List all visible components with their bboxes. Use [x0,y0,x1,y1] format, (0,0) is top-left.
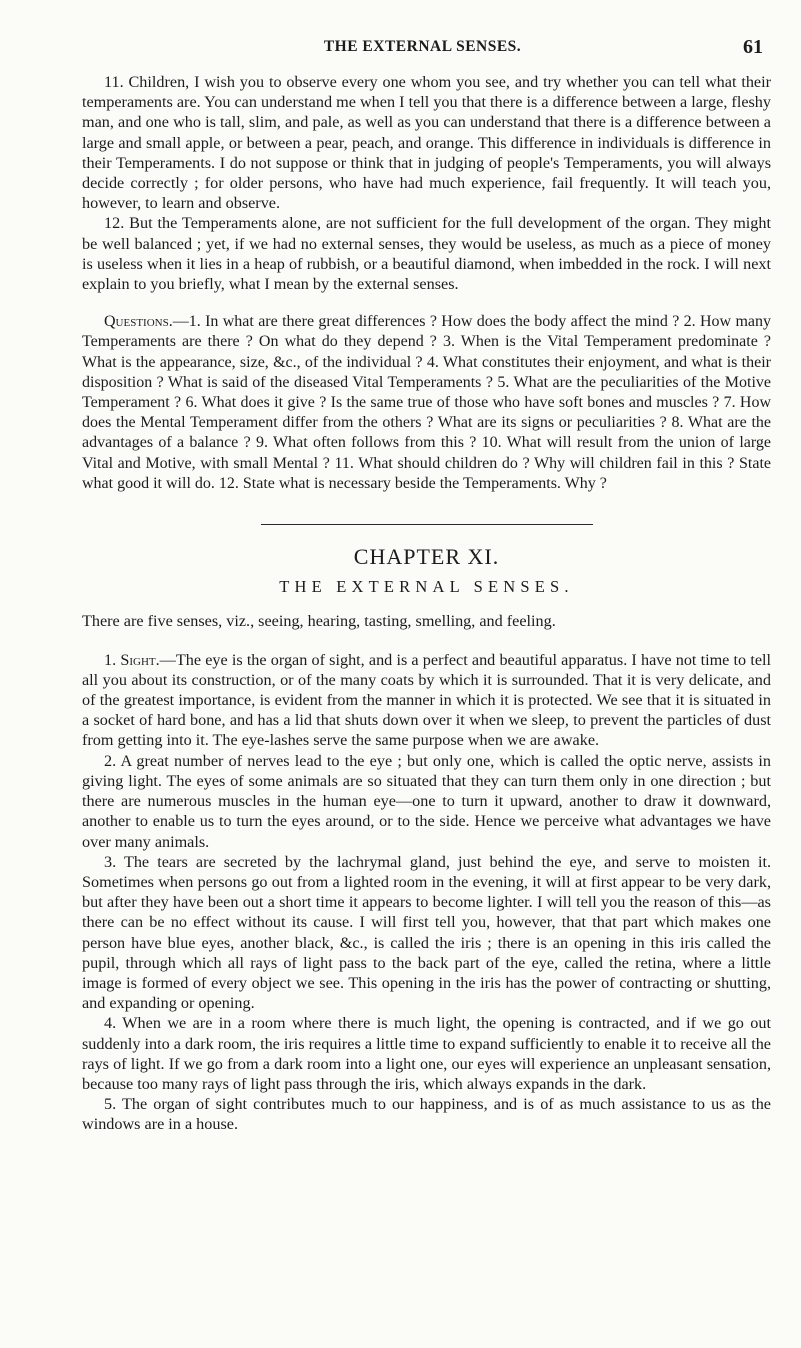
chapter-subtitle: THE EXTERNAL SENSES. [279,577,574,597]
chapter-divider [261,524,593,525]
section-5: 5. The organ of sight contributes much to our happiness, and is of as much assistance to us as the windows are in a house. [82,1095,771,1134]
paragraph-12: 12. But the Temperaments alone, are not sufficient for the full development of the organ. They might be well balanced ; yet, if we had no external senses, they would be useless, as much as a piece of money is useless when it lies in a heap of rubbish, or a beautiful diamond, when imbedded in the rock. I will next explain to you briefly, what I mean by the external senses. [82,214,771,294]
section-1-number: 1. [104,650,117,669]
section-1-text: —The eye is the organ of sight, and is a perfect and beautiful apparatus. I have not time to tell all you about its construction, or of the many coats by which it is surrounded. That it is very delicate, and of the greatest importance, is evident from the manner in which it is protected. We see that it is situated in a socket of hard bone, and has a lid that shuts down over it when we sleep, to prevent the particles of dust from getting into it. The eye-lashes serve the same purpose when we are awake. [82,650,771,750]
questions-text: —1. In what are there great differences ? How does the body affect the mind ? 2. How many Temperaments are there ? On what do they depend ? 3. When is the Vital Temperament predominate ? What is the appearance, size, &c., of the individual ? 4. What constitutes their enjoyment, and what is their disposition ? What is said of the diseased Vital Temperaments ? 5. What are the peculiarities of the Motive Temperament ? 6. What does it give ? Is the same true of those who have soft bones and muscles ? 7. How does the Mental Temperament differ from the others ? What are its signs or peculiarities ? 8. What are the advantages of a balance ? 9. What often follows from this ? 10. What will result from the union of large Vital and Motive, with small Mental ? 11. What should children do ? Why will children fail in this ? State what good it will do. 12. State what is necessary beside the Temperaments. Why ? [82,313,771,492]
paragraph-11: 11. Children, I wish you to observe every one whom you see, and try whether you can tell what their temperaments are. You can understand me when I tell you that there is a difference between a large, fleshy man, and one who is tall, slim, and pale, as well as you can understand that there is a difference between a large and small apple, or between a pear, peach, and orange. This difference in individuals is difference in their Temperaments. I do not suppose or think that in judging of people's Temperaments, you will always decide correctly ; for older persons, who have had much experience, fail frequently. It will teach you, however, to learn and observe. [82,73,771,213]
page-number: 61 [743,36,763,58]
section-1-heading: Sight. [120,650,160,669]
section-2: 2. A great number of nerves lead to the eye ; but only one, which is called the optic nerve, assists in giving light. The eyes of some animals are so situated that they can turn them only in one direction ; but there are numerous muscles in the human eye—one to turn it upward, another to draw it downward, another to enable us to turn the eyes around, or to the side. Hence we perceive what advantages we have over many animals. [82,751,771,851]
chapter-title: CHAPTER XI. [353,544,500,570]
questions-lead: Questions. [104,313,173,331]
chapter-intro: There are five senses, viz., seeing, hearing, tasting, smelling, and feeling. [82,612,556,631]
section-1 [82,650,771,751]
body-text [82,72,771,1135]
questions-block [82,312,771,494]
running-title: THE EXTERNAL SENSES. [323,38,522,55]
section-3: 3. The tears are secreted by the lachrymal gland, just behind the eye, and serve to moisten it. Sometimes when persons go out from a lighted room in the evening, it will at first appear to be very dark, but after they have been out a short time it appears to become lighter. I will tell you the reason of this—as there can be no effect without its cause. I will first tell you, however, that that part which makes one person have blue eyes, another black, &c., is called the iris ; there is an opening in this iris called the pupil, through which all rays of light pass to the back part of the eye, called the retina, where a little image is formed of every object we see. This opening in the iris has the power of contracting or shutting, and expanding or opening. [82,852,771,1013]
section-4: 4. When we are in a room where there is much light, the opening is contracted, and if we go out suddenly into a dark room, the iris requires a little time to expand sufficiently to enable it to receive all the rays of light. If we go from a dark room into a light one, our eyes will experience an unpleasant sensation, because too many rays of light pass through the iris, which always expands in the dark. [82,1014,771,1093]
running-head [82,38,763,62]
